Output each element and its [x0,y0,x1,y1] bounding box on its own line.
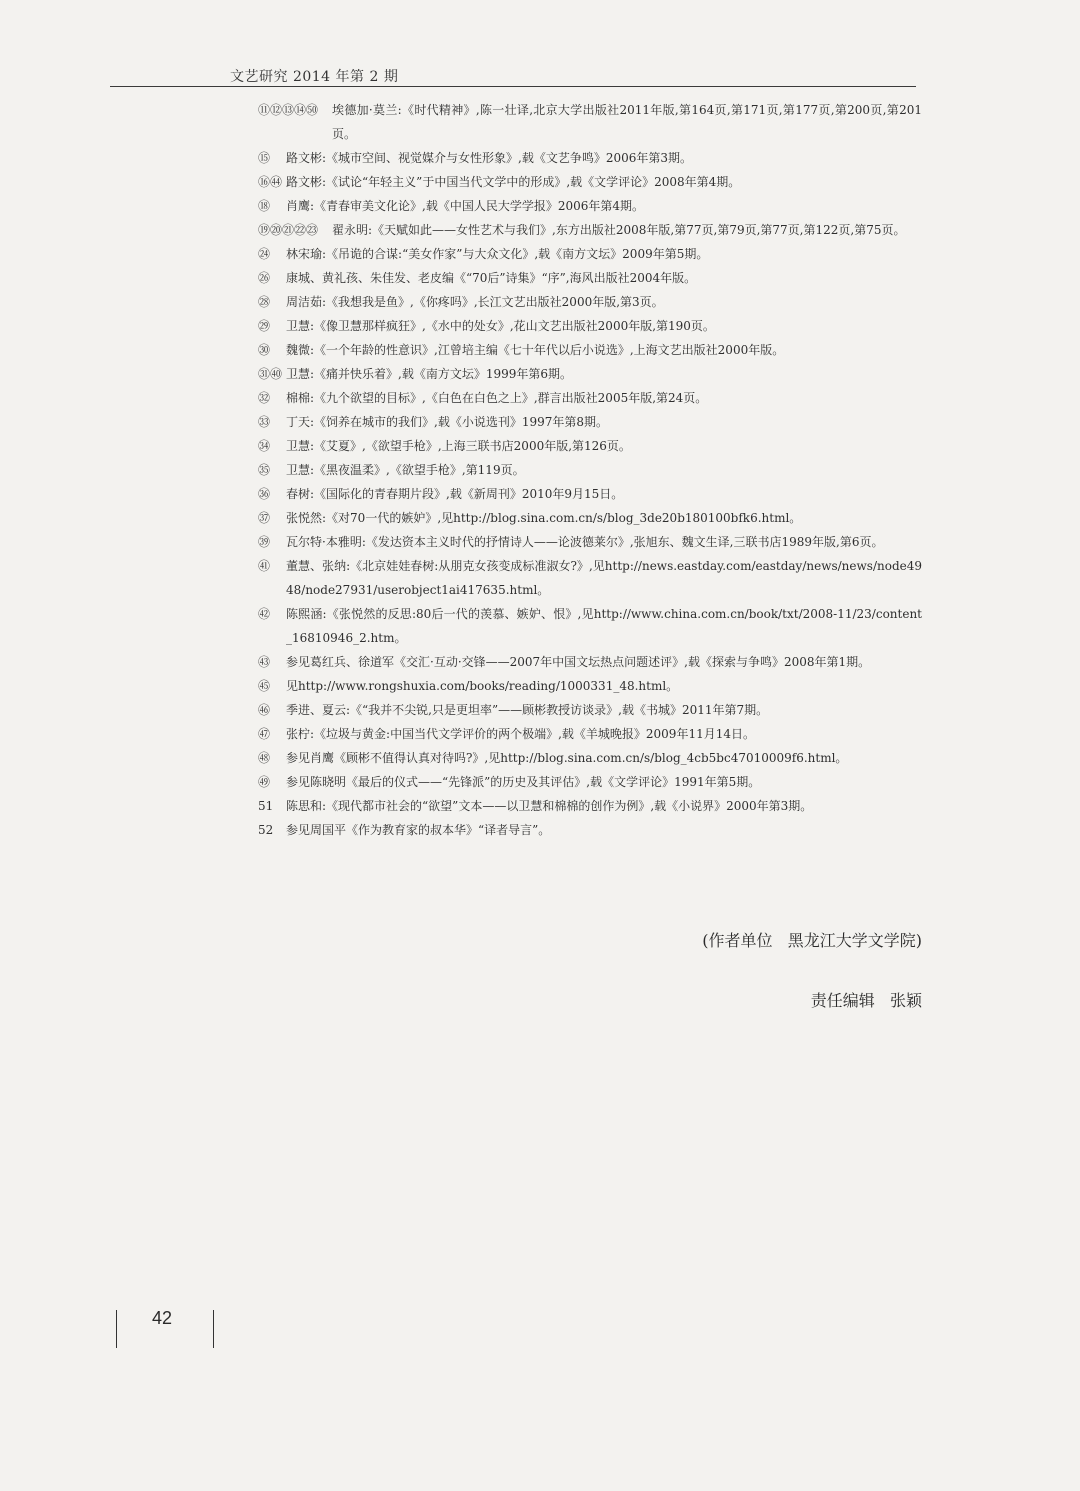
endnote-item [258,362,922,386]
endnote-item [258,722,922,746]
endnote-number: ㊸ [258,655,271,669]
endnote-item [258,770,922,794]
endnote-item [258,794,922,818]
endnote-text: 参见肖鹰《顾彬不值得认真对待吗?》,见http://blog.sina.com.cn/s/blog_4cb5bc47010009f6.html。 [286,751,848,765]
endnote-item [258,458,922,482]
endnote-number: ⑲⑳㉑㉒㉓ [258,223,319,237]
endnote-item [258,194,922,218]
endnote-number: ㉚ [258,343,271,357]
author-affiliation: (作者单位 黑龙江大学文学院) [702,931,922,950]
endnote-number: ⑯㊹ [258,175,283,189]
endnote-text: 张悦然:《对70一代的嫉妒》,见http://blog.sina.com.cn/s/blog_3de20b180100bfk6.html。 [286,511,802,525]
endnote-item [258,290,922,314]
endnote-item [258,410,922,434]
endnote-text: 卫慧:《痛并快乐着》,载《南方文坛》1999年第6期。 [286,367,573,381]
endnote-text: 魏微:《一个年龄的性意识》,江曾培主编《七十年代以后小说选》,上海文艺出版社2000年版。 [286,343,785,357]
endnote-text: 肖鹰:《青春审美文化论》,载《中国人民大学学报》2006年第4期。 [286,199,645,213]
endnote-text: 陈思和:《现代都市社会的“欲望”文本——以卫慧和棉棉的创作为例》,载《小说界》2000年第3期。 [286,799,813,813]
endnote-text: 周洁茹:《我想我是鱼》,《你疼吗》,长江文艺出版社2000年版,第3页。 [286,295,664,309]
endnote-text: 埃德加·莫兰:《时代精神》,陈一壮译,北京大学出版社2011年版,第164页,第171页,第177页,第200页,第201页。 [332,103,922,141]
endnote-number: ⑮ [258,151,271,165]
responsible-editor: 责任编辑 张颖 [810,991,922,1010]
endnote-text: 参见周国平《作为教育家的叔本华》“译者导言”。 [286,823,551,837]
endnote-item [258,386,922,410]
header-rule [110,86,916,87]
running-header: 文艺研究 2014 年第 2 期 [230,69,399,85]
endnote-item [258,554,922,602]
endnote-text: 路文彬:《城市空间、视觉媒介与女性形象》,载《文艺争鸣》2006年第3期。 [286,151,693,165]
endnote-number: ㊲ [258,511,271,525]
endnote-text: 季进、夏云:《“我并不尖锐,只是更坦率”——顾彬教授访谈录》,载《书城》2011年第7期。 [286,703,769,717]
endnote-number: ⑱ [258,199,271,213]
page-number: 42 [152,1308,173,1328]
endnote-number: ㊱ [258,487,271,501]
endnote-item [258,170,922,194]
endnote-text: 卫慧:《艾夏》,《欲望手枪》,上海三联书店2000年版,第126页。 [286,439,631,453]
endnote-item [258,242,922,266]
endnote-number: ㊴ [258,535,271,549]
endnote-number: ㉔ [258,247,271,261]
endnote-number: ㉙ [258,319,271,333]
endnote-number: ⑪⑫⑬⑭㊿ [258,103,319,117]
endnote-item [258,338,922,362]
endnote-number: ㊾ [258,775,271,789]
endnote-item [258,98,922,146]
endnote-item [258,818,922,842]
endnote-item [258,434,922,458]
endnote-item [258,674,922,698]
endnote-text: 陈熙涵:《张悦然的反思:80后一代的羡慕、嫉妒、恨》,见http://www.china.com.cn/book/txt/2008-11/23/content_16810946_2.htm。 [286,607,922,645]
endnote-text: 路文彬:《试论“年轻主义”于中国当代文学中的形成》,载《文学评论》2008年第4期。 [286,175,741,189]
endnote-number: ㊺ [258,679,271,693]
endnote-item [258,530,922,554]
endnote-number: ㉖ [258,271,271,285]
endnote-item [258,266,922,290]
endnote-number: ㉞ [258,439,271,453]
endnote-number: ㉝ [258,415,271,429]
endnote-item [258,698,922,722]
endnote-item [258,602,922,650]
endnote-text: 翟永明:《天赋如此——女性艺术与我们》,东方出版社2008年版,第77页,第79页,第77页,第122页,第75页。 [332,223,906,237]
endnotes-list [258,98,922,842]
endnote-text: 康城、黄礼孩、朱佳发、老皮编《“70后”诗集》“序”,海风出版社2004年版。 [286,271,697,285]
endnote-text: 棉棉:《九个欲望的目标》,《白色在白色之上》,群言出版社2005年版,第24页。 [286,391,708,405]
endnote-number: ㊶ [258,559,271,573]
endnote-item [258,650,922,674]
page-number-bar-right [213,1310,214,1348]
endnote-text: 见http://www.rongshuxia.com/books/reading/1000331_48.html。 [286,679,679,693]
endnote-item [258,506,922,530]
endnote-text: 参见陈晓明《最后的仪式——“先锋派”的历史及其评估》,载《文学评论》1991年第5期。 [286,775,761,789]
endnote-number: ㊽ [258,751,271,765]
endnote-number: 52 [258,823,274,837]
endnote-text: 林宋瑜:《吊诡的合谋:“美女作家”与大众文化》,载《南方文坛》2009年第5期。 [286,247,709,261]
endnote-text: 卫慧:《黑夜温柔》,《欲望手枪》,第119页。 [286,463,525,477]
endnote-text: 参见葛红兵、徐道军《交汇·互动·交锋——2007年中国文坛热点问题述评》,载《探索与争鸣》2008年第1期。 [286,655,871,669]
endnote-item [258,746,922,770]
endnote-number: ㉜ [258,391,271,405]
endnote-text: 瓦尔特·本雅明:《发达资本主义时代的抒情诗人——论波德莱尔》,张旭东、魏文生译,三联书店1989年版,第6页。 [286,535,884,549]
endnote-item [258,482,922,506]
endnote-item [258,218,922,242]
endnote-number: 51 [258,799,274,813]
endnote-number: ㊻ [258,703,271,717]
endnote-text: 董慧、张纳:《北京娃娃春树:从朋克女孩变成标准淑女?》,见http://news.eastday.com/eastday/news/news/node4948/node27931/userobject1ai417635.html。 [286,559,922,597]
endnote-text: 张柠:《垃圾与黄金:中国当代文学评价的两个极端》,载《羊城晚报》2009年11月14日。 [286,727,755,741]
page-number-bar-left [116,1310,117,1348]
endnote-item [258,146,922,170]
endnote-text: 春树:《国际化的青春期片段》,载《新周刊》2010年9月15日。 [286,487,624,501]
endnote-number: ㉛㊵ [258,367,283,381]
endnote-text: 丁天:《饲养在城市的我们》,载《小说选刊》1997年第8期。 [286,415,609,429]
endnote-number: ㊼ [258,727,271,741]
endnote-text: 卫慧:《像卫慧那样疯狂》,《水中的处女》,花山文艺出版社2000年版,第190页。 [286,319,715,333]
endnote-number: ㊷ [258,607,271,621]
endnote-item [258,314,922,338]
endnote-number: ㉘ [258,295,271,309]
endnote-number: ㉟ [258,463,271,477]
